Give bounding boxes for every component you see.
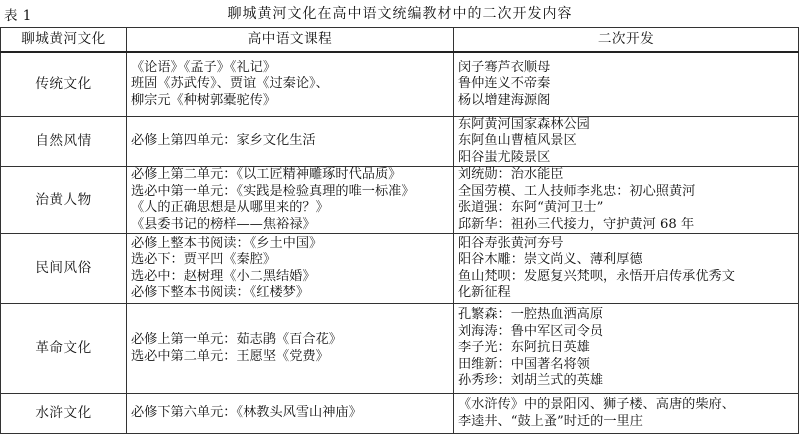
development-line: 阳谷寿张黄河夯号	[458, 235, 564, 251]
table-row	[1, 116, 799, 167]
course-line: 柳宗元《种树郭橐驼传》	[131, 92, 277, 108]
development-line: 刘统勋：治水能臣	[458, 167, 564, 182]
course-cell	[127, 116, 454, 167]
development-line: 化新征程	[458, 285, 511, 300]
table-row	[1, 52, 799, 116]
development-cell	[454, 52, 799, 116]
course-line: 《县委书记的榜样——焦裕禄》	[131, 216, 316, 232]
course-cell	[127, 234, 454, 304]
development-cell	[454, 116, 799, 167]
course-cell	[127, 167, 454, 234]
course-line: 必修上第一单元：茹志鹃《百合花》	[131, 332, 342, 347]
course-line: 选必中：赵树理《小二黑结婚》	[131, 268, 316, 284]
development-line: 李子光：东阿抗日英雄	[458, 340, 590, 356]
category-cell: 革命文化	[1, 304, 127, 394]
course-line: 必修上整本书阅读：《乡土中国》	[131, 235, 323, 251]
development-cell	[454, 167, 799, 234]
course-line: 《论语》《孟子》《礼记》	[131, 59, 277, 75]
table-row	[1, 167, 799, 234]
development-line: 阳谷蚩尤陵景区	[458, 149, 551, 165]
development-line: 东阿黄河国家森林公园	[458, 116, 590, 132]
development-line: 邱新华：祖孙三代接力，守护黄河 68 年	[458, 216, 695, 232]
course-line: 必修下第六单元：《林教头风雪山神庙》	[131, 405, 362, 421]
course-line: 必修下整本书阅读：《红楼梦》	[131, 285, 310, 300]
course-line: 必修上第四单元：家乡文化生活	[131, 133, 316, 148]
development-line: 田维新：中国著名将领	[458, 356, 590, 372]
development-line: 张道强：东阿“黄河卫士”	[458, 200, 604, 215]
course-cell	[127, 52, 454, 116]
table-label: 表 1	[4, 8, 32, 24]
category-cell: 自然风情	[1, 116, 127, 167]
development-line: 杨以增建海源阁	[458, 92, 551, 108]
course-line: 班固《苏武传》、贾谊《过秦论》、	[131, 76, 329, 91]
development-line: 东阿鱼山曹植风景区	[458, 133, 577, 148]
table-row	[1, 304, 799, 394]
table-caption	[0, 2, 800, 24]
development-line: 刘海涛：鲁中军区司令员	[458, 323, 604, 339]
header-row	[1, 28, 799, 53]
course-line: 必修上第二单元：《以工匠精神雕琢时代品质》	[131, 167, 402, 182]
development-cell	[454, 234, 799, 304]
header-cell-course: 高中语文课程	[127, 28, 454, 53]
development-cell	[454, 304, 799, 394]
development-line: 鱼山梵呗：发愿复兴梵呗，永悟开启传承优秀文	[458, 268, 735, 284]
development-line: 孙秀珍：刘胡兰式的英雄	[458, 373, 604, 389]
development-line: 鲁仲连义不帝秦	[458, 76, 551, 91]
development-line: 《水浒传》中的景阳冈、狮子楼、高唐的柴府、	[458, 397, 735, 412]
category-cell: 治黄人物	[1, 167, 127, 234]
header-cell-development: 二次开发	[454, 28, 799, 53]
development-line: 闵子骞芦衣顺母	[458, 59, 551, 75]
development-line: 全国劳模、工人技师李兆忠：初心照黄河	[458, 183, 696, 199]
development-line: 李逵井、“鼓上蚤”时迁的一里庄	[458, 413, 643, 429]
table-title: 聊城黄河文化在高中语文统编教材中的二次开发内容	[227, 6, 573, 22]
table-row	[1, 234, 799, 304]
category-cell: 水浒文化	[1, 394, 127, 434]
category-cell: 民间风俗	[1, 234, 127, 304]
course-line: 选必中第二单元：王愿坚《党费》	[131, 348, 329, 364]
course-line: 选必下：贾平凹《秦腔》	[131, 252, 277, 267]
category-cell: 传统文化	[1, 52, 127, 116]
development-line: 孔繁森：一腔热血洒高原	[458, 307, 604, 323]
course-line: 选必中第一单元：《实践是检验真理的唯一标准》	[131, 183, 415, 199]
course-line: 《人的正确思想是从哪里来的？》	[131, 200, 329, 215]
content-table	[0, 27, 799, 434]
header-cell-category: 聊城黄河文化	[1, 28, 127, 53]
course-cell	[127, 304, 454, 394]
development-line: 阳谷木雕：崇文尚义、薄利厚德	[458, 252, 643, 267]
